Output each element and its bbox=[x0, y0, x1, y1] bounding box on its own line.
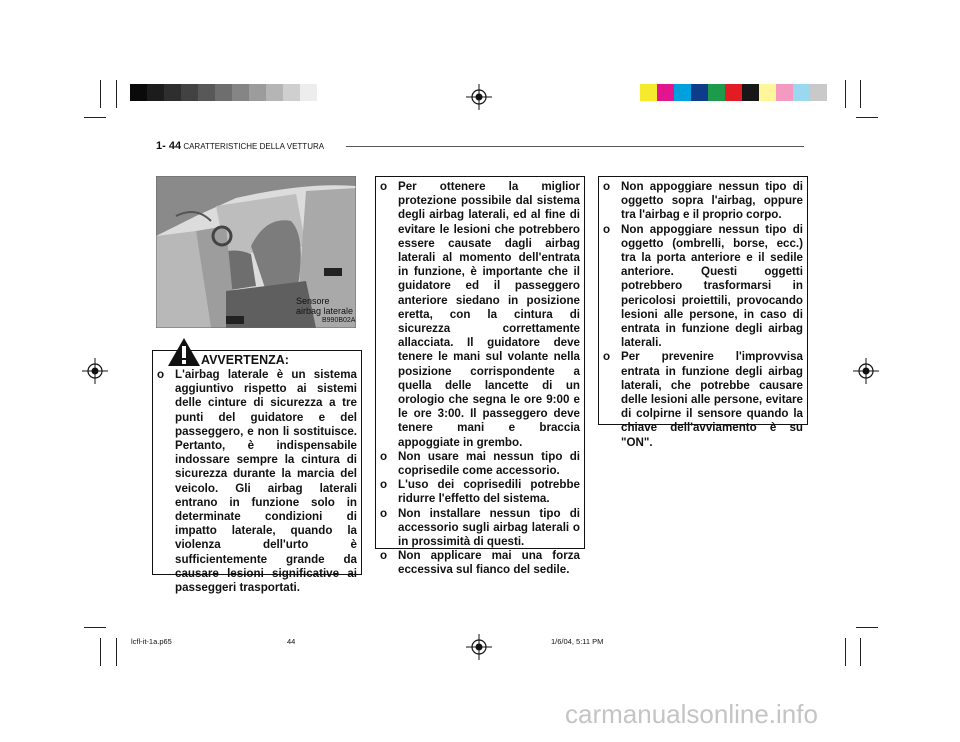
color-swatch bbox=[793, 84, 810, 101]
color-swatch bbox=[708, 84, 725, 101]
color-swatch bbox=[300, 84, 317, 101]
page-header bbox=[156, 140, 324, 152]
list-item bbox=[603, 350, 803, 449]
middle-list bbox=[380, 180, 580, 578]
right-column-box bbox=[598, 176, 808, 449]
warning-title: AVVERTENZA: bbox=[201, 353, 289, 367]
color-swatch bbox=[725, 84, 742, 101]
footer-page: 44 bbox=[287, 637, 296, 646]
registration-mark-icon bbox=[466, 634, 492, 660]
list-item-text: L'uso dei coprisedili potrebbe ridurre l'effetto del sistema. bbox=[398, 478, 580, 506]
car-interior-figure bbox=[156, 176, 356, 328]
color-swatch bbox=[249, 84, 266, 101]
list-item-text: Non installare nessun tipo di accessorio sugli airbag laterali o in prossimità di questi. bbox=[398, 506, 580, 549]
list-item bbox=[380, 549, 580, 577]
warning-list bbox=[157, 368, 357, 595]
list-item-text: Per prevenire l'improvvisa entrata in funzione degli airbag laterali, che potrebbe causare delle lesioni alle persone, evitare di colpirne il sensore quando la chiave dell'avviamento è su "ON". bbox=[621, 350, 803, 449]
color-swatch bbox=[164, 84, 181, 101]
registration-mark-icon bbox=[82, 358, 108, 384]
list-item bbox=[603, 180, 803, 223]
color-swatch bbox=[198, 84, 215, 101]
color-swatch bbox=[776, 84, 793, 101]
bullet: o bbox=[603, 180, 611, 193]
bullet: o bbox=[380, 478, 388, 492]
bullet: o bbox=[603, 350, 611, 364]
color-swatch bbox=[147, 84, 164, 101]
list-item bbox=[157, 368, 357, 595]
page-number: 1- 44 bbox=[156, 140, 182, 152]
bullet: o bbox=[380, 506, 388, 520]
color-swatch bbox=[742, 84, 759, 101]
bullet: o bbox=[157, 368, 165, 381]
header-rule bbox=[346, 146, 804, 147]
color-swatch bbox=[266, 84, 283, 101]
list-item bbox=[603, 223, 803, 351]
bullet: o bbox=[380, 549, 388, 563]
list-item bbox=[380, 450, 580, 478]
bullet: o bbox=[380, 449, 388, 463]
list-item-text: Per ottenere la miglior protezione possibile dal sistema degli airbag laterali, ed al fine di evitare le lesioni che potrebbero essere causate dagli airbag laterali al momento dell'entrata in funzione, è importante che il guidatore ed il passeggero anteriore siedano in posizione eretta, con la cintura di sicurezza correttamente allacciata. Il guidatore deve tenere le mani sul volante nella posizione corrispondente a quella delle lancette di un orologio che segna le ore 9:00 e le ore 3:00. Il passeggero deve tenere mani e braccia appoggiate in grembo. bbox=[398, 180, 580, 449]
list-item-text: Non applicare mai una forza eccessiva sul fianco del sedile. bbox=[398, 549, 580, 577]
bullet: o bbox=[603, 222, 611, 236]
registration-mark-icon bbox=[853, 358, 879, 384]
figure-code: B990B02A bbox=[322, 317, 356, 324]
color-swatch bbox=[130, 84, 147, 101]
color-swatch bbox=[810, 84, 827, 101]
sensor-label: Sensore airbag laterale bbox=[296, 296, 354, 316]
watermark: carmanualsonline.info bbox=[565, 699, 818, 729]
color-swatch bbox=[674, 84, 691, 101]
list-item-text: Non appoggiare nessun tipo di oggetto sopra l'airbag, oppure tra l'airbag e il proprio corpo. bbox=[621, 180, 803, 222]
warning-box bbox=[152, 350, 362, 595]
registration-mark-icon bbox=[466, 84, 492, 110]
color-swatch bbox=[283, 84, 300, 101]
color-swatch bbox=[691, 84, 708, 101]
list-item-text: L'airbag laterale è un sistema aggiuntivo rispetto ai sistemi delle cinture di sicurezza a tre punti del guidatore e del passeggero, e non li sostituisce. Pertanto, è indispensabile indossare sempre la cintura di sicurezza durante la marcia del veicolo. Gli airbag laterali entrano in funzione solo in determinate condizioni di impatto laterale, quando la violenza dell'urto è sufficientemente grande da causare lesioni significative ai passeggeri trasportati. bbox=[175, 368, 357, 595]
color-swatch bbox=[657, 84, 674, 101]
list-item bbox=[380, 507, 580, 550]
list-item bbox=[380, 180, 580, 450]
section-title: CARATTERISTICHE DELLA VETTURA bbox=[183, 142, 325, 151]
footer-file: lcfl-it-1a.p65 bbox=[131, 637, 172, 646]
color-swatch bbox=[215, 84, 232, 101]
color-swatch bbox=[181, 84, 198, 101]
right-list bbox=[603, 180, 803, 450]
color-swatch bbox=[640, 84, 657, 101]
footer-datetime: 1/6/04, 5:11 PM bbox=[551, 637, 604, 646]
list-item bbox=[380, 478, 580, 506]
list-item-text: Non appoggiare nessun tipo di oggetto (ombrelli, borse, ecc.) tra la porta anteriore e il sedile anteriore. Questi oggetti potrebbero trasformarsi in pericolosi proiettili, provocando lesioni alle persone, in caso di entrata in funzione degli airbag laterali. bbox=[621, 222, 803, 350]
list-item-text: Non usare mai nessun tipo di coprisedile come accessorio. bbox=[398, 449, 580, 478]
exclamation-triangle-icon bbox=[167, 337, 201, 367]
middle-column-box bbox=[375, 176, 585, 577]
bullet: o bbox=[380, 180, 388, 193]
color-swatch bbox=[232, 84, 249, 101]
color-swatch bbox=[759, 84, 776, 101]
